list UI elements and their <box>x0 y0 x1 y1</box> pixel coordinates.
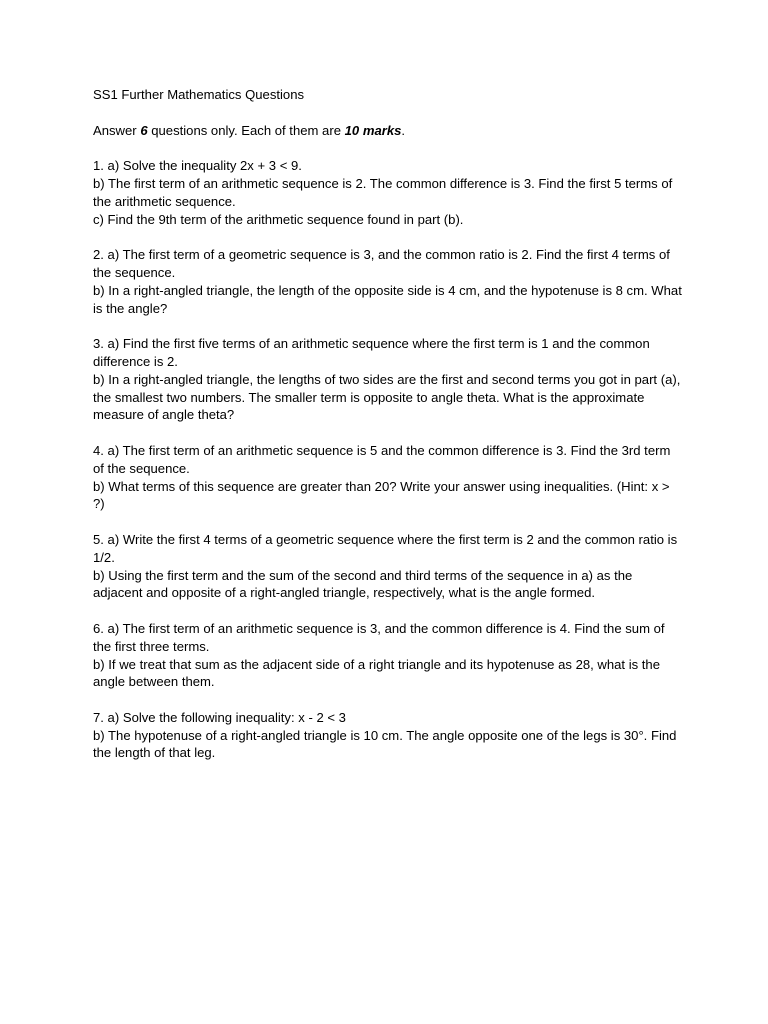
question-4-part-a: 4. a) The first term of an arithmetic sequence is 5 and the common difference is 3. Find the 3rd term of the sequence. <box>93 442 671 476</box>
question-1-part-b: b) The first term of an arithmetic sequence is 2. The common difference is 3. Find the first 5 terms of the arithmetic sequence. <box>93 175 673 209</box>
question-5-part-a: 5. a) Write the first 4 terms of a geometric sequence where the first term is 2 and the common ratio is 1/2. <box>93 531 678 565</box>
instructions-middle: questions only. Each of them are <box>147 122 345 138</box>
question-3 <box>93 335 683 424</box>
question-2 <box>93 246 683 317</box>
document-page <box>93 86 683 762</box>
question-6 <box>93 620 683 691</box>
question-1 <box>93 157 683 228</box>
question-5-part-b: b) Using the first term and the sum of the second and third terms of the sequence in a) as the adjacent and opposite of a right-angled triangle, respectively, what is the angle formed. <box>93 567 633 601</box>
question-4 <box>93 442 683 513</box>
question-1-part-a: 1. a) Solve the inequality 2x + 3 < 9. <box>93 158 302 174</box>
question-1-part-c: c) Find the 9th term of the arithmetic sequence found in part (b). <box>93 211 464 227</box>
question-7 <box>93 709 683 762</box>
question-6-part-b: b) If we treat that sum as the adjacent side of a right triangle and its hypotenuse as 28, what is the angle between them. <box>93 656 660 690</box>
question-7-part-b: b) The hypotenuse of a right-angled triangle is 10 cm. The angle opposite one of the legs is 30°. Find the length of that leg. <box>93 727 677 761</box>
question-3-part-a: 3. a) Find the first five terms of an arithmetic sequence where the first term is 1 and the common difference is 2. <box>93 336 650 369</box>
instructions-suffix: . <box>401 122 406 138</box>
question-2-part-a: 2. a) The first term of a geometric sequence is 3, and the common ratio is 2. Find the first 4 terms of the sequence. <box>93 247 670 280</box>
marks-value: 10 marks <box>344 122 402 138</box>
question-5 <box>93 531 683 602</box>
question-count: 6 <box>140 122 148 138</box>
question-3-part-b: b) In a right-angled triangle, the lengths of two sides are the first and second terms you got in part (a), the smallest two numbers. The smaller term is opposite to angle theta. What is the approximate measure of angle theta? <box>93 371 681 423</box>
instructions-prefix: Answer <box>93 122 141 138</box>
instructions <box>93 122 683 140</box>
document-title: SS1 Further Mathematics Questions <box>93 87 305 102</box>
question-7-part-a: 7. a) Solve the following inequality: x - 2 < 3 <box>93 709 346 725</box>
question-6-part-a: 6. a) The first term of an arithmetic sequence is 3, and the common difference is 4. Find the sum of the first three terms. <box>93 620 665 654</box>
question-4-part-b: b) What terms of this sequence are greater than 20? Write your answer using inequalities. (Hint: x > ?) <box>93 478 670 512</box>
question-2-part-b: b) In a right-angled triangle, the length of the opposite side is 4 cm, and the hypotenuse is 8 cm. What is the angle? <box>93 282 682 316</box>
